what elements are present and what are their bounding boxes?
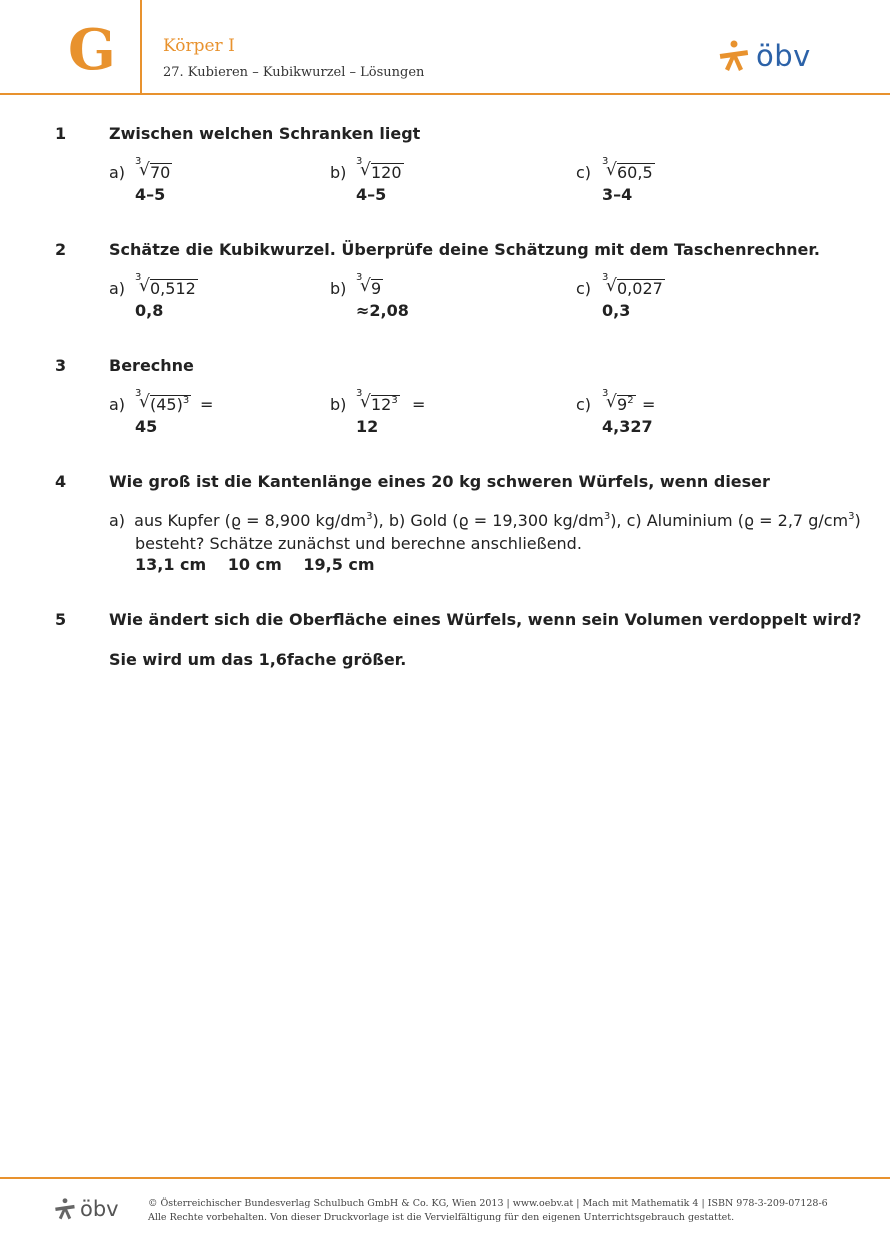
radicand <box>371 395 400 414</box>
answer-copper: 13,1 cm <box>135 555 207 574</box>
task-number: 2 <box>55 240 67 259</box>
radical-sign: √ <box>606 276 617 296</box>
equals-sign: = <box>412 395 426 414</box>
radicand: 120 <box>371 163 402 182</box>
radicand-base: (45) <box>150 395 183 414</box>
radicand <box>617 395 636 414</box>
task-number: 5 <box>55 610 67 629</box>
root-index: 3 <box>356 388 363 399</box>
closing-paren: ) <box>854 511 861 530</box>
radical-sign: √ <box>360 160 371 180</box>
item-label: c) <box>576 395 592 414</box>
root-index: 3 <box>602 272 609 283</box>
exponent: 3 <box>848 511 855 522</box>
footer-logo-text: öbv <box>80 1196 119 1221</box>
chapter-letter: G <box>68 17 116 83</box>
radical-sign: √ <box>360 392 371 412</box>
exponent: 3 <box>366 511 373 522</box>
answer: 4,327 <box>602 417 653 436</box>
item-label: c) <box>576 279 592 298</box>
publisher-logo <box>718 40 811 72</box>
equals-sign: = <box>642 395 656 414</box>
root-index: 3 <box>356 156 363 167</box>
footer-copyright <box>148 1197 828 1225</box>
item-label: b) <box>330 395 347 414</box>
item-label: b) <box>330 163 347 182</box>
exponent: 3 <box>603 511 611 522</box>
aluminium-text: ), c) Aluminium (ϱ = 2,7 g/cm <box>610 511 849 530</box>
radical-sign: √ <box>139 160 150 180</box>
answer: 4–5 <box>135 185 166 204</box>
radicand <box>150 395 191 414</box>
answer: 45 <box>135 417 158 436</box>
task-4-text-line-1 <box>109 511 861 530</box>
star-icon <box>54 1198 76 1220</box>
item-label: b) <box>330 279 347 298</box>
item-label: a) <box>109 395 126 414</box>
root-index: 3 <box>135 388 142 399</box>
answer-aluminium: 19,5 cm <box>303 555 375 574</box>
radical-sign: √ <box>606 392 617 412</box>
radicand-exponent: 2 <box>627 395 634 406</box>
footer-line-2: Alle Rechte vorbehalten. Von dieser Druckvorlage ist die Vervielfältigung für den eigenen Unterrichtsgebrauch gestattet. <box>148 1212 735 1223</box>
answer: 4–5 <box>356 185 387 204</box>
item-label: a) <box>109 511 126 530</box>
radical-sign: √ <box>360 276 371 296</box>
radicand: 60,5 <box>617 163 653 182</box>
topic-title: Körper I <box>163 36 235 56</box>
header-divider <box>140 0 142 94</box>
radicand: 70 <box>150 163 171 182</box>
header-rule <box>0 93 890 95</box>
task-4-answers <box>135 555 375 574</box>
task-number: 4 <box>55 472 67 491</box>
footer-logo <box>54 1198 119 1220</box>
task-title: Wie groß ist die Kantenlänge eines 20 kg schweren Würfels, wenn dieser <box>109 472 770 491</box>
radical-sign: √ <box>139 392 150 412</box>
task-title: Wie ändert sich die Oberfläche eines Würfels, wenn sein Volumen verdoppelt wird? <box>109 610 862 629</box>
radicand: 9 <box>371 279 382 298</box>
task-number: 3 <box>55 356 67 375</box>
radicand-base: 12 <box>371 395 392 414</box>
footer-line-1: © Österreichischer Bundesverlag Schulbuch GmbH & Co. KG, Wien 2013 | www.oebv.at | Mach mit Mathematik 4 | ISBN 978-3-209-07128-6 <box>148 1198 828 1209</box>
item-label: c) <box>576 163 592 182</box>
task-5-answer: Sie wird um das 1,6fache größer. <box>109 650 407 669</box>
radical-sign: √ <box>139 276 150 296</box>
root-index: 3 <box>602 156 609 167</box>
answer: ≈2,08 <box>356 301 409 320</box>
root-index: 3 <box>135 156 142 167</box>
answer: 0,8 <box>135 301 164 320</box>
gold-text: ), b) Gold (ϱ = 19,300 kg/dm <box>372 511 604 530</box>
answer: 0,3 <box>602 301 631 320</box>
root-index: 3 <box>135 272 142 283</box>
answer: 3–4 <box>602 185 633 204</box>
copper-text: aus Kupfer (ϱ = 8,900 kg/dm <box>134 511 367 530</box>
task-4-text-line-2: besteht? Schätze zunächst und berechne anschließend. <box>135 534 582 553</box>
radicand: 0,512 <box>150 279 196 298</box>
radical-sign: √ <box>606 160 617 180</box>
star-icon <box>718 40 750 72</box>
task-title: Berechne <box>109 356 194 375</box>
item-label: a) <box>109 279 126 298</box>
logo-text: öbv <box>756 38 811 73</box>
root-index: 3 <box>602 388 609 399</box>
footer-rule <box>0 1177 890 1179</box>
radicand-exponent: 3 <box>391 395 398 406</box>
subtopic-title: 27. Kubieren – Kubikwurzel – Lösungen <box>163 65 425 80</box>
task-number: 1 <box>55 124 67 143</box>
radicand: 0,027 <box>617 279 663 298</box>
equals-sign: = <box>200 395 214 414</box>
radicand-exponent: 3 <box>182 395 190 406</box>
task-title: Schätze die Kubikwurzel. Überprüfe deine Schätzung mit dem Taschenrechner. <box>109 240 821 259</box>
answer-gold: 10 cm <box>227 555 282 574</box>
root-index: 3 <box>356 272 363 283</box>
answer: 12 <box>356 417 379 436</box>
item-label: a) <box>109 163 126 182</box>
radicand-base: 9 <box>617 395 628 414</box>
page-header <box>0 0 890 95</box>
task-title: Zwischen welchen Schranken liegt <box>109 124 421 143</box>
